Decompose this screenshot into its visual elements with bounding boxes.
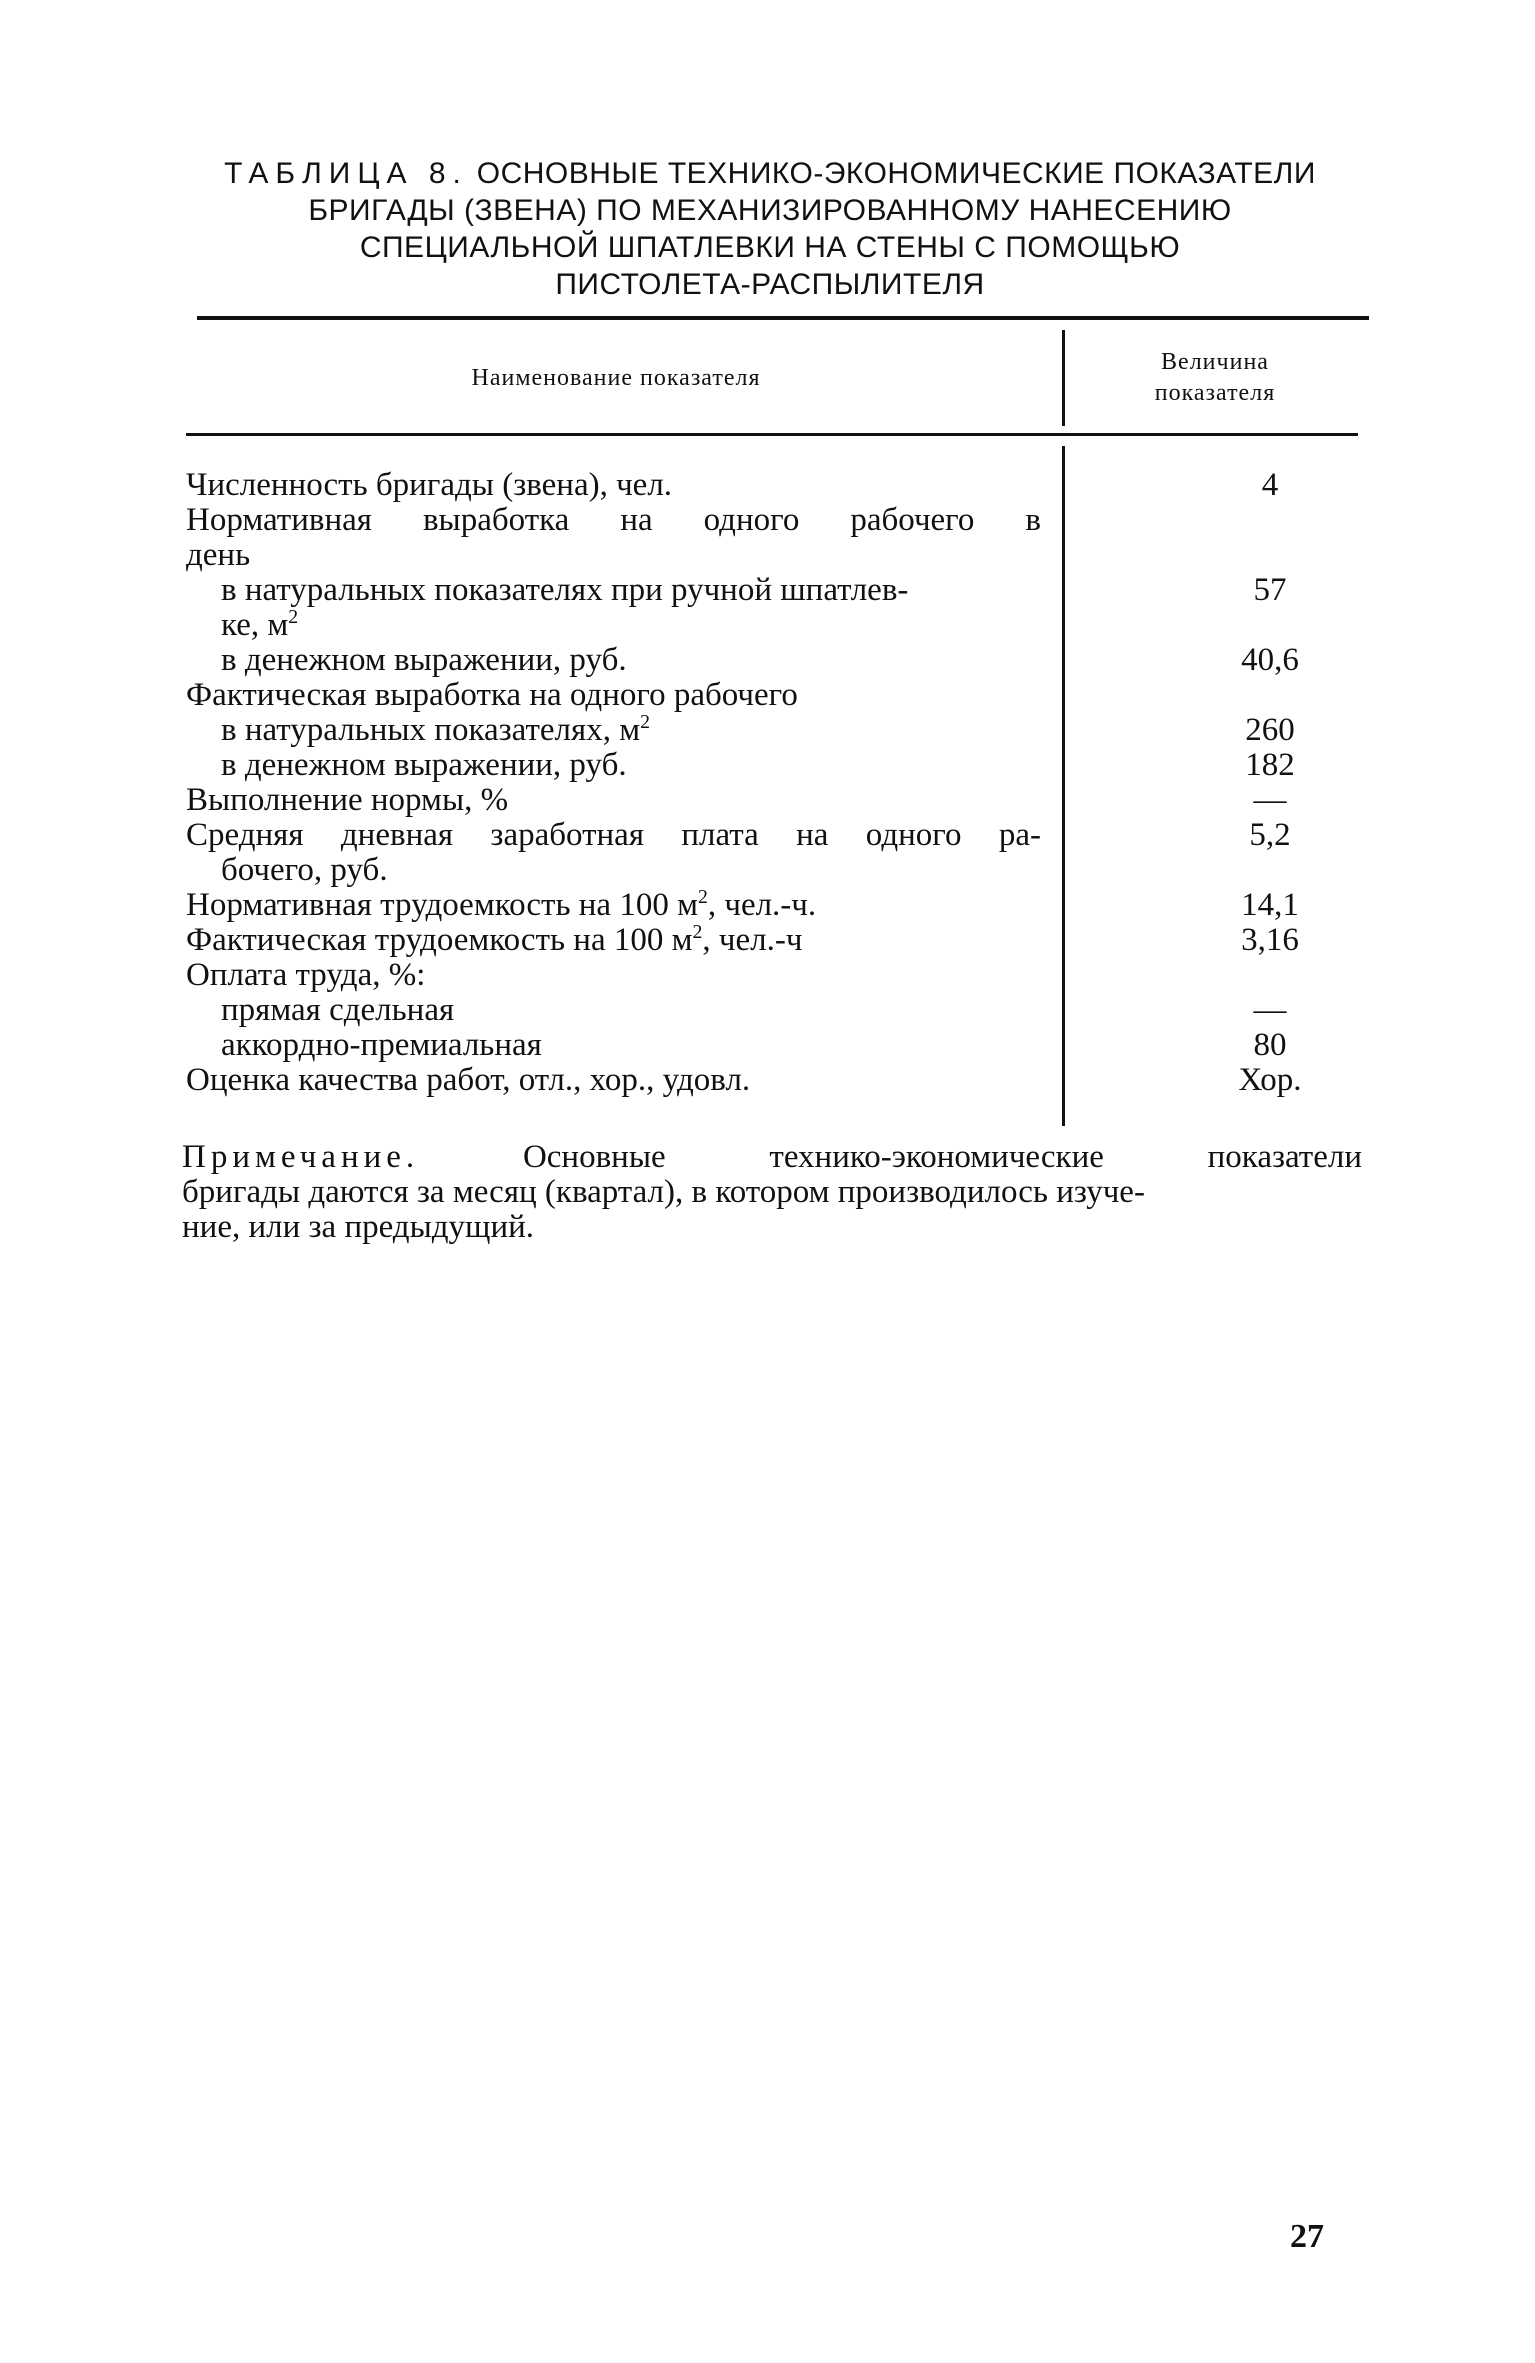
title-line-2: БРИГАДЫ (ЗВЕНА) ПО МЕХАНИЗИРОВАННОМУ НАНЕСЕНИЮ — [308, 194, 1232, 227]
note-line-3: ние, или за предыдущий. — [182, 1209, 535, 1245]
row-label: в денежном выражении, руб. — [221, 747, 627, 783]
row-value: 4 — [1261, 467, 1279, 503]
row-label: Средняя дневная заработная плата на одного ра- — [186, 817, 1041, 853]
row-label: в денежном выражении, руб. — [221, 642, 627, 678]
superscript: 2 — [640, 711, 650, 733]
superscript: 2 — [288, 606, 299, 628]
table-row — [186, 818, 1366, 853]
table-row — [186, 748, 1366, 783]
row-label-continued: день — [186, 537, 251, 573]
table-row — [186, 888, 1366, 923]
row-label-continued — [221, 608, 298, 643]
row-label-continued: бочего, руб. — [221, 852, 388, 888]
row-value: 260 — [1245, 712, 1295, 748]
header-bottom-rule — [186, 433, 1358, 436]
column-header-value — [1070, 347, 1360, 409]
column-header-name: Наименование показателя — [471, 365, 761, 391]
title-line-1-text: ОСНОВНЫЕ ТЕХНИКО-ЭКОНОМИЧЕСКИЕ ПОКАЗАТЕЛИ — [476, 157, 1316, 190]
table-row — [186, 993, 1366, 1028]
table-title — [170, 155, 1370, 303]
table-body — [186, 468, 1366, 1098]
row-value: 5,2 — [1249, 817, 1291, 853]
column-header-value-line-1: Величина — [1161, 349, 1269, 375]
table-row — [186, 503, 1366, 538]
row-label: Оценка качества работ, отл., хор., удовл. — [186, 1062, 751, 1098]
row-label-continued-text: ке, м — [221, 607, 289, 643]
row-label — [186, 923, 802, 958]
table-row — [186, 923, 1366, 958]
row-label-text: в натуральных показателях, м — [221, 712, 641, 748]
row-label — [221, 713, 650, 748]
table-row — [186, 538, 1366, 573]
table-row — [186, 1028, 1366, 1063]
page-number: 27 — [1290, 2218, 1324, 2255]
note-line-1-text: Основные технико-экономические показатели — [522, 1139, 1363, 1175]
row-label: прямая сдельная — [221, 992, 455, 1028]
table-row — [186, 958, 1366, 993]
row-label-suffix: , чел.-ч — [702, 922, 803, 958]
table-row — [186, 643, 1366, 678]
column-header-value-line-2: показателя — [1154, 380, 1276, 406]
row-value: 57 — [1253, 572, 1287, 608]
table-row — [186, 713, 1366, 748]
table-row — [186, 783, 1366, 818]
table-note — [182, 1140, 1362, 1245]
table-row — [186, 853, 1366, 888]
row-value: Хор. — [1238, 1062, 1302, 1098]
note-line-1 — [182, 1140, 1362, 1175]
row-label: Выполнение нормы, % — [186, 782, 509, 818]
table-label: ТАБЛИЦА 8. — [224, 157, 468, 190]
row-label: в натуральных показателях при ручной шпатлев- — [221, 572, 909, 608]
row-label — [186, 888, 816, 923]
table-row — [186, 608, 1366, 643]
row-label: Численность бригады (звена), чел. — [186, 467, 673, 503]
row-label-suffix: , чел.-ч. — [707, 887, 817, 923]
superscript: 2 — [692, 921, 703, 943]
row-label-text: Фактическая трудоемкость на 100 м — [186, 922, 693, 958]
table-row — [186, 573, 1366, 608]
row-label: аккордно-премиальная — [221, 1027, 542, 1063]
row-value: 40,6 — [1241, 642, 1299, 678]
row-value: — — [1253, 992, 1287, 1028]
title-line-1 — [170, 155, 1370, 192]
table-row — [186, 678, 1366, 713]
row-label: Нормативная выработка на одного рабочего в — [186, 502, 1041, 538]
table-top-rule — [197, 316, 1369, 320]
row-label-text: Нормативная трудоемкость на 100 м — [186, 887, 698, 923]
row-label: Оплата труда, %: — [186, 957, 426, 993]
row-value: 14,1 — [1241, 887, 1299, 923]
superscript: 2 — [697, 886, 708, 908]
table-row — [186, 468, 1366, 503]
note-label: Примечание. — [182, 1139, 420, 1175]
row-value: 80 — [1253, 1027, 1287, 1063]
title-line-3: СПЕЦИАЛЬНОЙ ШПАТЛЕВКИ НА СТЕНЫ С ПОМОЩЬЮ — [359, 231, 1181, 264]
row-label: Фактическая выработка на одного рабочего — [186, 677, 798, 713]
title-line-4: ПИСТОЛЕТА-РАСПЫЛИТЕЛЯ — [555, 268, 985, 301]
header-column-divider — [1062, 330, 1065, 426]
row-value: 3,16 — [1241, 922, 1299, 958]
row-value: — — [1253, 782, 1287, 818]
row-value: 182 — [1245, 747, 1295, 783]
note-line-2: бригады даются за месяц (квартал), в котором производилось изуче- — [182, 1174, 1145, 1210]
table-row — [186, 1063, 1366, 1098]
